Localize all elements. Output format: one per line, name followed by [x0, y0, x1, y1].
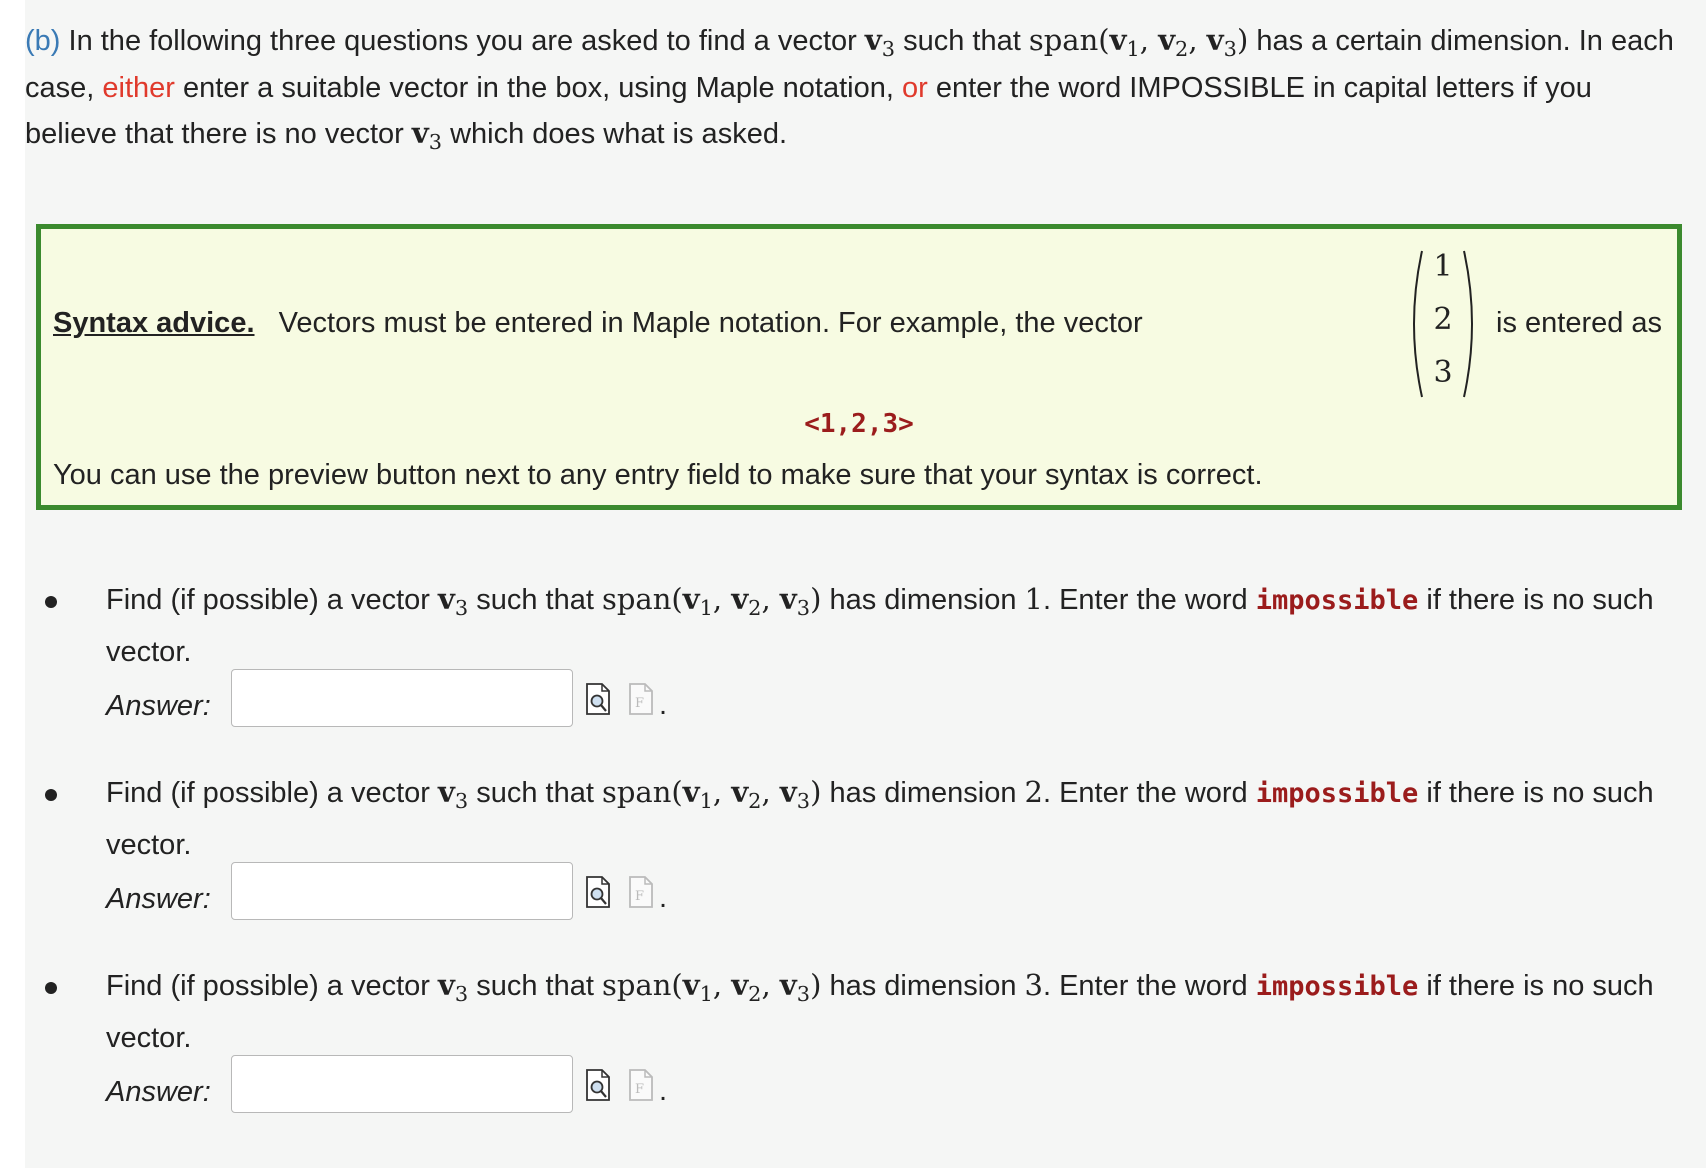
syntax-entered-as: is entered as: [1496, 307, 1663, 339]
dimension-value: 1: [1024, 582, 1043, 616]
question-text: Find (if possible) a vector $v_3$ such that $span(v_1$, $v_2$, $v_3$) has dimension 2. Enter the word impossible if there is no such vector.: [106, 775, 1654, 861]
syntax-advice-box: [36, 224, 1682, 510]
question-text: Find (if possible) a vector $v_3$ such that $span(v_1$, $v_2$, $v_3$) has dimension 3. Enter the word impossible if there is no such vector.: [106, 968, 1654, 1054]
answer-label: Answer:: [106, 690, 211, 722]
matrix-entry: 3: [1433, 355, 1453, 390]
answer-label: Answer:: [106, 1076, 211, 1108]
bullet-icon: [45, 789, 57, 801]
preview-icon[interactable]: [585, 682, 611, 716]
part-label: (b): [25, 25, 61, 57]
answer-label: Answer:: [106, 883, 211, 915]
format-help-icon[interactable]: [628, 1068, 654, 1102]
question-intro: (b) In the following three questions you are asked to find a vector $v_3$ such that $span(v_1$, $v_2$, $v_3$) has a certain dimension. In each case, either enter a suitable vector in the box, using Maple notation, or enter the word IMPOSSIBLE in capital letters if you believe that there is no vector $v_3$ which does what is asked.: [25, 23, 1674, 154]
syntax-preview-note: You can use the preview button next to any entry field to make sure that your syntax is correct.: [53, 459, 1263, 491]
impossible-keyword: impossible: [1255, 778, 1419, 809]
syntax-advice-text: Vectors must be entered in Maple notation. For example, the vector: [278, 307, 1143, 339]
answer-input-2[interactable]: [231, 862, 573, 920]
or-emphasis: or: [901, 72, 928, 104]
example-vector-matrix: [1408, 247, 1478, 401]
impossible-keyword: impossible: [1255, 585, 1419, 616]
span-expression: $span(v_1$, $v_2$, $v_3$): [1028, 23, 1249, 61]
format-help-icon[interactable]: [628, 875, 654, 909]
either-emphasis: either: [102, 72, 175, 104]
format-help-icon[interactable]: [628, 682, 654, 716]
bullet-icon: [45, 982, 57, 994]
matrix-entry: 2: [1433, 302, 1453, 337]
bullet-icon: [45, 596, 57, 608]
question-page: (b) In the following three questions you are asked to find a vector $v_3$ such that $span(v_1$, $v_2$, $v_3$) has a certain dimension. In each case, either enter a suitable vector in the box, using Maple notation, or enter the word IMPOSSIBLE in capital letters if you believe that there is no vector $v_3$ which does what is asked. Syntax advice. Vectors must be entered in Maple notation. For example, the vector 1 2 3 is entered as <1,2,3> You can use the preview button next to any entry field to make sure that your syntax is correct. Find (if possible) a vector $v_3$ such that $span(v_1$, $v_2$, $v_3$) has dimension 1. Enter the word impossible if there is no such vector. Answer: F . Find (if possible) a vector $v_3$ such that $span(v_1$, $v_2$, $v_3$) has dimension 2. Enter the word impossible if there is no such vector. Answer: F . Find (if possible) a vector $v_3$ such that $span(v_1$, $v_2$, $v_3$) has dimension 3. Enter the word impossible if there is no such vector. Answer: F .: [25, 0, 1706, 1168]
dimension-value: 3: [1024, 968, 1043, 1002]
vector-v3: $v_3$: [864, 23, 896, 61]
svg-text:F: F: [635, 696, 645, 711]
preview-icon[interactable]: [585, 1068, 611, 1102]
preview-icon[interactable]: [585, 875, 611, 909]
question-text: Find (if possible) a vector $v_3$ such that $span(v_1$, $v_2$, $v_3$) has dimension 1. Enter the word impossible if there is no such vector.: [106, 582, 1654, 668]
answer-input-3[interactable]: [231, 1055, 573, 1113]
dimension-value: 2: [1024, 775, 1043, 809]
impossible-keyword: impossible: [1255, 971, 1419, 1002]
matrix-entry: 1: [1433, 249, 1453, 284]
syntax-example-code: <1,2,3>: [804, 409, 914, 439]
answer-input-1[interactable]: [231, 669, 573, 727]
svg-text:F: F: [635, 889, 645, 904]
syntax-advice-title: Syntax advice.: [53, 307, 255, 339]
svg-text:F: F: [635, 1082, 645, 1097]
